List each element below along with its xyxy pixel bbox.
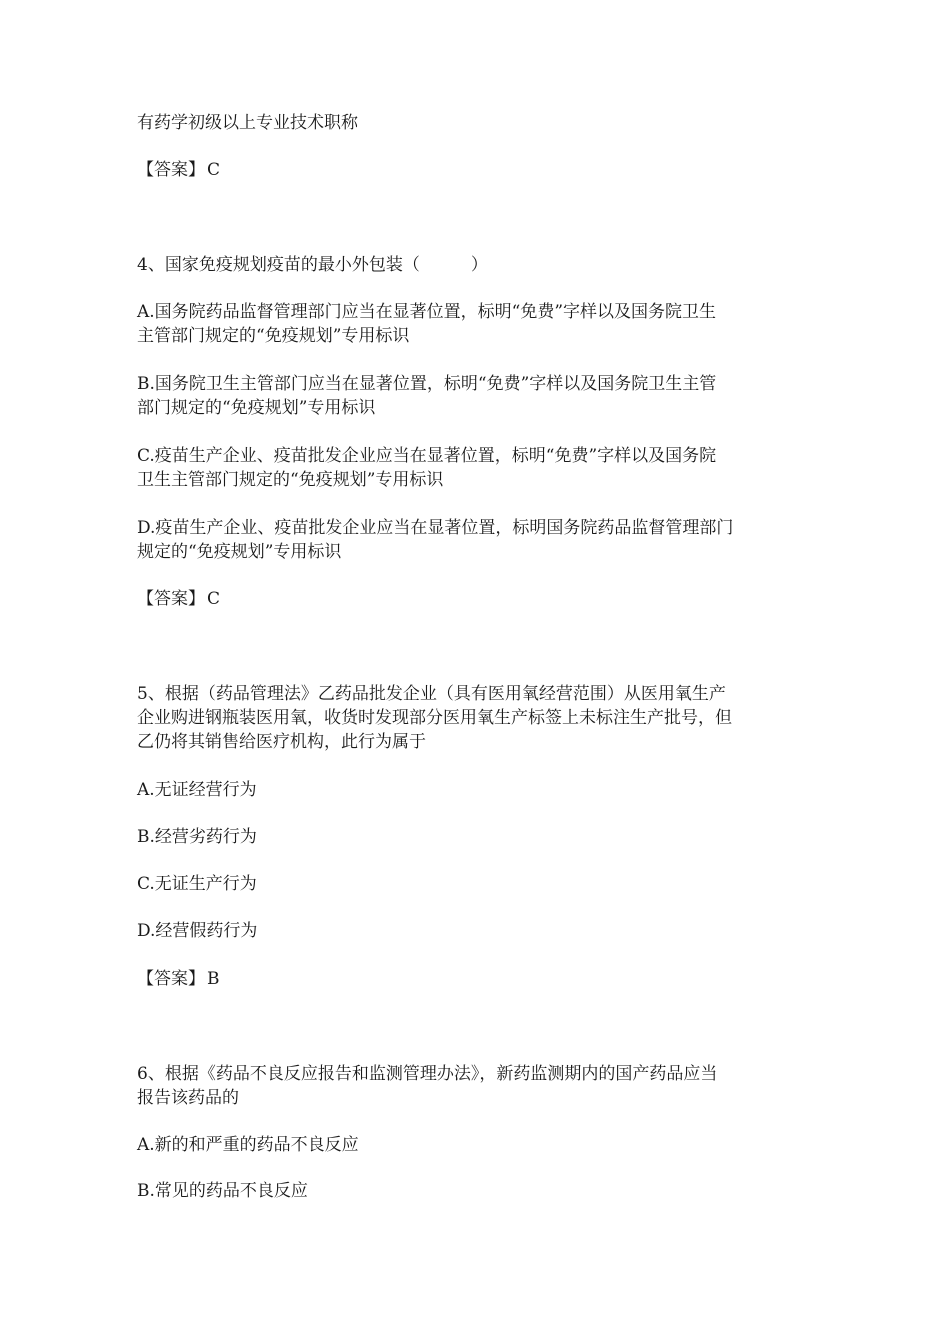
q4-option-a-line1: A.国务院药品监督管理部门应当在显著位置，标明“免费”字样以及国务院卫生 [137,302,717,322]
answer-label: 【答案】 [137,160,205,180]
q6-option-b: B.常见的药品不良反应 [137,1181,308,1201]
question-5-line1: 5、根据（药品管理法》乙药品批发企业（具有医用氧经营范围）从医用氧生产 [137,684,726,704]
q4-option-d-line2: 规定的“免疫规划”专用标识 [137,542,342,562]
q4-option-b-line1: B.国务院卫生主管部门应当在显著位置，标明“免费”字样以及国务院卫生主管 [137,374,717,394]
q4-option-a-line2: 主管部门规定的“免疫规划”专用标识 [137,326,410,346]
answer-q4 [137,587,220,611]
answer-value: C [207,589,221,609]
answer-value: B [207,969,220,989]
q5-option-a: A.无证经营行为 [137,780,257,800]
answer-q3 [137,158,220,182]
q5-option-c: C.无证生产行为 [137,874,257,894]
answer-label: 【答案】 [137,969,205,989]
q5-option-b: B.经营劣药行为 [137,827,257,847]
question-5-line2: 企业购进钢瓶装医用氧，收货时发现部分医用氧生产标签上未标注生产批号，但 [137,708,732,728]
q4-option-d-line1: D.疫苗生产企业、疫苗批发企业应当在显著位置，标明国务院药品监督管理部门 [137,518,734,538]
answer-q5 [137,967,220,991]
q4-option-c-line1: C.疫苗生产企业、疫苗批发企业应当在显著位置，标明“免费”字样以及国务院 [137,446,717,466]
answer-value: C [207,160,221,180]
q5-option-d: D.经营假药行为 [137,921,258,941]
prev-option-fragment: 有药学初级以上专业技术职称 [137,113,358,133]
question-6-line2: 报告该药品的 [137,1088,239,1108]
q4-option-c-line2: 卫生主管部门规定的“免疫规划”专用标识 [137,470,444,490]
q6-option-a: A.新的和严重的药品不良反应 [137,1135,359,1155]
question-5-line3: 乙仍将其销售给医疗机构，此行为属于 [137,732,426,752]
question-4: 4、国家免疫规划疫苗的最小外包装（ ） [137,255,488,275]
q4-option-b-line2: 部门规定的“免疫规划”专用标识 [137,398,376,418]
question-6-line1: 6、根据《药品不良反应报告和监测管理办法》，新药监测期内的国产药品应当 [137,1064,718,1084]
answer-label: 【答案】 [137,589,205,609]
